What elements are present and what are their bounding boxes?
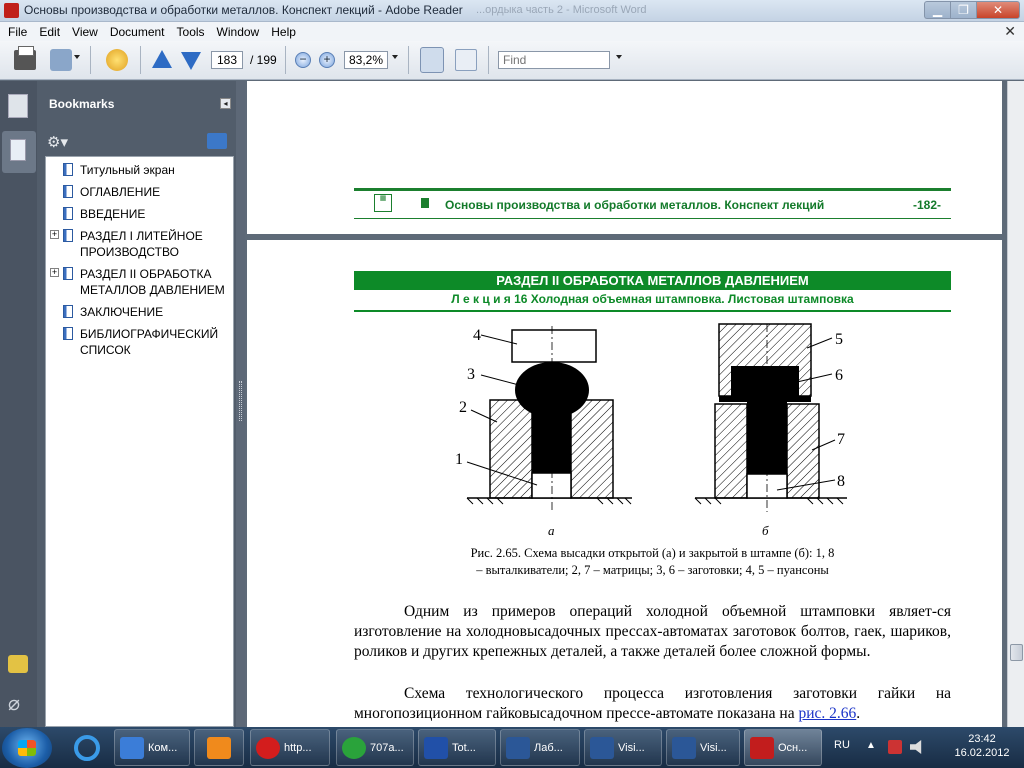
taskbar-task[interactable]: Ком... bbox=[114, 729, 190, 766]
bookmark-icon bbox=[63, 185, 73, 198]
language-indicator[interactable]: RU bbox=[834, 739, 850, 751]
clock-time: 23:42 bbox=[968, 733, 996, 745]
menu-bar bbox=[0, 22, 1024, 41]
taskbar-task[interactable]: 707a... bbox=[336, 729, 414, 766]
figure-label-2: 2 bbox=[459, 399, 467, 416]
figure-label-3: 3 bbox=[467, 366, 475, 383]
figure-label-7: 7 bbox=[837, 431, 845, 448]
zoom-in-icon[interactable]: + bbox=[319, 52, 335, 68]
print-icon[interactable] bbox=[14, 50, 36, 70]
bookmark-label: РАЗДЕЛ I ЛИТЕЙНОЕ ПРОИЗВОДСТВО bbox=[80, 229, 203, 259]
menu-help[interactable]: Help bbox=[271, 24, 296, 39]
previous-page-icon[interactable] bbox=[152, 50, 172, 68]
running-header-page-number: -182- bbox=[913, 198, 942, 212]
tray-arrow-icon[interactable]: ▲ bbox=[866, 740, 876, 751]
section-title: РАЗДЕЛ II ОБРАБОТКА МЕТАЛЛОВ ДАВЛЕНИЕМ bbox=[354, 271, 951, 290]
maximize-button[interactable]: ❐ bbox=[950, 1, 976, 19]
figure-label-8: 8 bbox=[837, 473, 845, 490]
window-controls bbox=[924, 1, 1020, 19]
body-paragraph: Схема технологического процесса изготовления заготовки гайки на многопозиционном гайковысадочном прессе-автомате показана на рис. 2.66. bbox=[354, 685, 951, 722]
scrollbar-thumb[interactable] bbox=[1010, 644, 1023, 661]
bookmark-icon bbox=[63, 327, 73, 340]
vertical-scrollbar[interactable] bbox=[1007, 81, 1024, 727]
panel-splitter[interactable] bbox=[236, 81, 245, 727]
menu-tools[interactable]: Tools bbox=[176, 24, 205, 39]
zoom-input[interactable] bbox=[344, 51, 388, 69]
window-title: Основы производства и обработки металлов. Конспект лекций - Adobe Reader bbox=[24, 3, 463, 17]
body-paragraph: Одним из примеров операций холодной объемной штамповки являет-ся изготовление на холодновысадочных прессах-автоматах заготовок болтов, гаек, шариков, роликов и других крепежных деталей, а также деталей более сложной формы. bbox=[354, 603, 951, 660]
fit-page-icon[interactable] bbox=[455, 49, 477, 71]
zoom-out-icon[interactable]: − bbox=[295, 52, 311, 68]
bookmark-label: БИБЛИОГРАФИЧЕСКИЙ СПИСОК bbox=[80, 327, 219, 357]
menu-view[interactable]: View bbox=[72, 24, 98, 39]
document-icon bbox=[421, 198, 429, 208]
bookmark-icon bbox=[63, 163, 73, 176]
toolbar-separator bbox=[140, 46, 141, 74]
upsetting-scheme-figure bbox=[455, 327, 867, 540]
figure-label-1: 1 bbox=[455, 451, 463, 468]
expand-plus-icon[interactable]: + bbox=[51, 267, 58, 277]
toolbar-separator bbox=[408, 46, 409, 74]
internet-explorer-icon[interactable] bbox=[60, 729, 112, 766]
network-icon[interactable] bbox=[888, 740, 902, 754]
figure-reference-link[interactable]: рис. 2.66 bbox=[798, 705, 857, 722]
menu-edit[interactable]: Edit bbox=[39, 24, 61, 39]
bookmark-label: ВВЕДЕНИЕ bbox=[80, 207, 146, 221]
taskbar-task[interactable]: Visi... bbox=[666, 729, 740, 766]
bookmark-icon bbox=[63, 305, 73, 318]
menu-window[interactable]: Window bbox=[216, 24, 260, 39]
navigation-rail bbox=[0, 81, 37, 727]
header-rule bbox=[354, 218, 951, 219]
bookmark-label: ЗАКЛЮЧЕНИЕ bbox=[80, 305, 164, 319]
bookmarks-header: Bookmarks bbox=[49, 97, 115, 111]
find-input[interactable] bbox=[498, 51, 610, 69]
fit-width-icon[interactable] bbox=[420, 47, 444, 73]
start-button[interactable] bbox=[2, 728, 52, 768]
taskbar bbox=[0, 727, 1024, 768]
menu-file[interactable]: File bbox=[8, 24, 28, 39]
next-page-icon[interactable] bbox=[181, 52, 201, 70]
current-page bbox=[247, 240, 1002, 740]
bookmark-label: РАЗДЕЛ II ОБРАБОТКА МЕТАЛЛОВ ДАВЛЕНИЕМ bbox=[80, 267, 225, 297]
header-rule bbox=[354, 188, 951, 191]
menu-document[interactable]: Document bbox=[109, 24, 165, 39]
bookmarks-list bbox=[45, 156, 234, 727]
lecture-rule bbox=[354, 310, 951, 312]
hide-panel-icon[interactable]: ◂ bbox=[220, 98, 231, 109]
volume-icon[interactable] bbox=[910, 740, 924, 754]
caption-line: Рис. 2.65. Схема высадки открытой (а) и закрытой в штампе (б): 1, 8 bbox=[470, 546, 835, 560]
share-icon[interactable] bbox=[50, 49, 72, 71]
figure-label-6: 6 bbox=[835, 367, 843, 384]
toolbar-separator bbox=[90, 46, 91, 74]
attachments-icon[interactable]: ⌀ bbox=[8, 693, 21, 715]
taskbar-task[interactable]: Visi... bbox=[584, 729, 662, 766]
bookmark-icon bbox=[63, 267, 73, 280]
caption-line: – выталкиватели; 2, 7 – матрицы; 3, 6 – заготовки; 4, 5 – пуансоны bbox=[476, 563, 829, 577]
taskbar-task[interactable]: Tot... bbox=[418, 729, 496, 766]
zoom-dropdown-icon[interactable] bbox=[392, 55, 398, 59]
lecture-title: Л е к ц и я 16 Холодная объемная штамповка. Листовая штамповка bbox=[451, 292, 854, 306]
share-dropdown-icon[interactable] bbox=[74, 55, 80, 59]
expand-plus-icon[interactable]: + bbox=[51, 229, 58, 239]
taskbar-task[interactable] bbox=[194, 729, 244, 766]
running-header-title: Основы производства и обработки металлов. Конспект лекций bbox=[445, 198, 825, 212]
figure-caption bbox=[354, 545, 951, 579]
close-button[interactable]: ✕ bbox=[976, 1, 1020, 19]
previous-page bbox=[247, 81, 1002, 234]
taskbar-task-active[interactable]: Осн... bbox=[744, 729, 822, 766]
bookmark-label: Титульный экран bbox=[80, 163, 175, 177]
figure-label-5: 5 bbox=[835, 331, 843, 348]
pages-panel-icon[interactable] bbox=[8, 94, 28, 118]
figure-label-4: 4 bbox=[473, 327, 481, 344]
clock-date: 16.02.2012 bbox=[954, 747, 1010, 759]
figure-label-a: а bbox=[548, 523, 555, 538]
comments-icon[interactable] bbox=[8, 655, 28, 673]
adobe-reader-icon bbox=[4, 3, 19, 18]
options-gear-icon[interactable]: ⚙▾ bbox=[47, 134, 68, 151]
page-total: / 199 bbox=[250, 53, 277, 67]
toolbar-separator bbox=[285, 46, 286, 74]
toolbar-separator bbox=[488, 46, 489, 74]
expand-bookmark-icon[interactable] bbox=[207, 133, 227, 149]
open-upsetting-diagram bbox=[467, 326, 632, 512]
minimize-button[interactable]: ▁ bbox=[924, 1, 950, 19]
bookmark-icon bbox=[63, 229, 73, 242]
document-close-icon[interactable]: ✕ bbox=[1004, 23, 1016, 39]
find-dropdown-icon[interactable] bbox=[616, 55, 622, 59]
closed-upsetting-diagram bbox=[695, 324, 847, 512]
system-clock[interactable] bbox=[942, 732, 1022, 760]
taskbar-task[interactable]: Лаб... bbox=[500, 729, 580, 766]
title-bar bbox=[0, 0, 1024, 22]
document-view[interactable] bbox=[245, 81, 1007, 727]
bookmarks-panel bbox=[37, 81, 236, 727]
book-logo-icon: ▦ bbox=[374, 194, 392, 212]
background-window-title: ...ордыка часть 2 - Microsoft Word bbox=[476, 4, 647, 16]
bookmark-label: ОГЛАВЛЕНИЕ bbox=[80, 185, 161, 199]
taskbar-task[interactable]: http... bbox=[250, 729, 330, 766]
collaborate-icon[interactable] bbox=[106, 49, 128, 71]
bookmarks-panel-icon[interactable] bbox=[2, 131, 36, 173]
figure-label-b: б bbox=[762, 523, 769, 538]
bookmark-icon bbox=[63, 207, 73, 220]
page-number-input[interactable] bbox=[211, 51, 243, 69]
